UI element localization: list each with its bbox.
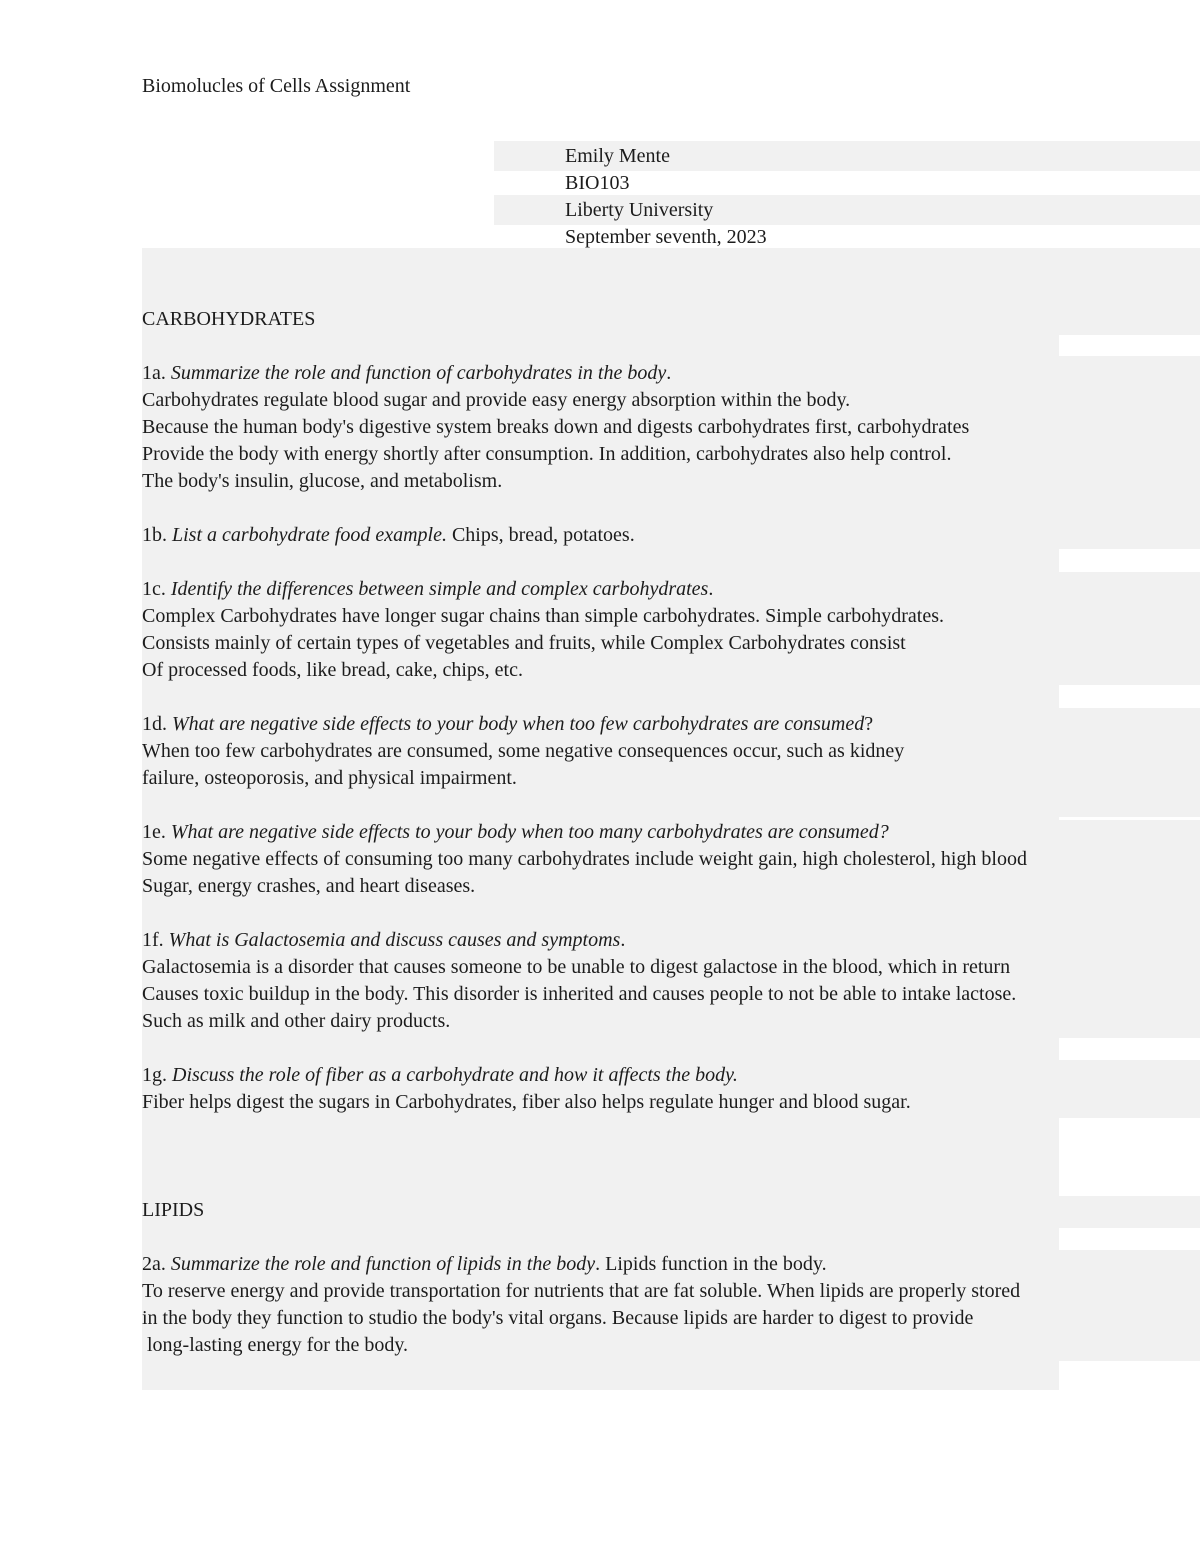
answer-1c-line-2: Consists mainly of certain types of vegetables and fruits, while Complex Carbohydrates consist <box>142 632 906 654</box>
answer-1a-line-3: Provide the body with energy shortly after consumption. In addition, carbohydrates also help control. <box>142 443 952 465</box>
answer-1a-line-4: The body's insulin, glucose, and metabolism. <box>142 470 503 492</box>
right-shade-1 <box>1059 248 1200 335</box>
right-shade-3 <box>1059 572 1200 685</box>
question-1d: 1d. What are negative side effects to your body when too few carbohydrates are consumed? <box>142 713 874 735</box>
document-title: Biomolucles of Cells Assignment <box>142 75 411 97</box>
section-heading-lipids: LIPIDS <box>142 1199 205 1221</box>
submission-date: September seventh, 2023 <box>565 226 767 248</box>
question-1e: 1e. What are negative side effects to your body when too many carbohydrates are consumed? <box>142 821 889 843</box>
question-1a: 1a. Summarize the role and function of carbohydrates in the body. <box>142 362 672 384</box>
answer-1c-line-1: Complex Carbohydrates have longer sugar chains than simple carbohydrates. Simple carbohydrates. <box>142 605 944 627</box>
question-1c: 1c. Identify the differences between simple and complex carbohydrates. <box>142 578 714 600</box>
question-2a: 2a. Summarize the role and function of lipids in the body. Lipids function in the body. <box>142 1253 827 1275</box>
right-shade-8 <box>1059 1250 1200 1361</box>
section-heading-carbohydrates: CARBOHYDRATES <box>142 308 316 330</box>
question-1g: 1g. Discuss the role of fiber as a carbohydrate and how it affects the body. <box>142 1064 738 1086</box>
question-1b: 1b. List a carbohydrate food example. Chips, bread, potatoes. <box>142 524 635 546</box>
answer-1e-line-2: Sugar, energy crashes, and heart diseases. <box>142 875 476 897</box>
answer-1f-line-3: Such as milk and other dairy products. <box>142 1010 451 1032</box>
right-shade-7 <box>1059 1196 1200 1228</box>
question-1f: 1f. What is Galactosemia and discuss causes and symptoms. <box>142 929 626 951</box>
school-name: Liberty University <box>565 199 714 221</box>
answer-1a-line-1: Carbohydrates regulate blood sugar and provide easy energy absorption within the body. <box>142 389 851 411</box>
right-shade-5 <box>1059 820 1200 1038</box>
answer-1d-line-2: failure, osteoporosis, and physical impairment. <box>142 767 517 789</box>
answer-1c-line-3: Of processed foods, like bread, cake, chips, etc. <box>142 659 523 681</box>
right-shade-4 <box>1059 708 1200 817</box>
answer-2a-line-3: long-lasting energy for the body. <box>142 1334 409 1356</box>
answer-1g-line-1: Fiber helps digest the sugars in Carbohydrates, fiber also helps regulate hunger and blood sugar. <box>142 1091 911 1113</box>
answer-2a-line-1: To reserve energy and provide transportation for nutrients that are fat soluble. When lipids are properly stored <box>142 1280 1021 1302</box>
course-code: BIO103 <box>565 172 630 194</box>
right-shade-2 <box>1059 356 1200 549</box>
author-name: Emily Mente <box>565 145 670 167</box>
answer-1f-line-2: Causes toxic buildup in the body. This disorder is inherited and causes people to not be able to intake lactose. <box>142 983 1017 1005</box>
right-shade-6 <box>1059 1060 1200 1118</box>
answer-1a-line-2: Because the human body's digestive system breaks down and digests carbohydrates first, carbohydrates <box>142 416 970 438</box>
answer-1f-line-1: Galactosemia is a disorder that causes someone to be unable to digest galactose in the blood, which in return <box>142 956 1011 978</box>
answer-1e-line-1: Some negative effects of consuming too many carbohydrates include weight gain, high cholesterol, high blood <box>142 848 1027 870</box>
answer-1d-line-1: When too few carbohydrates are consumed, some negative consequences occur, such as kidney <box>142 740 905 762</box>
answer-2a-line-2: in the body they function to studio the body's vital organs. Because lipids are harder to digest to provide <box>142 1307 974 1329</box>
